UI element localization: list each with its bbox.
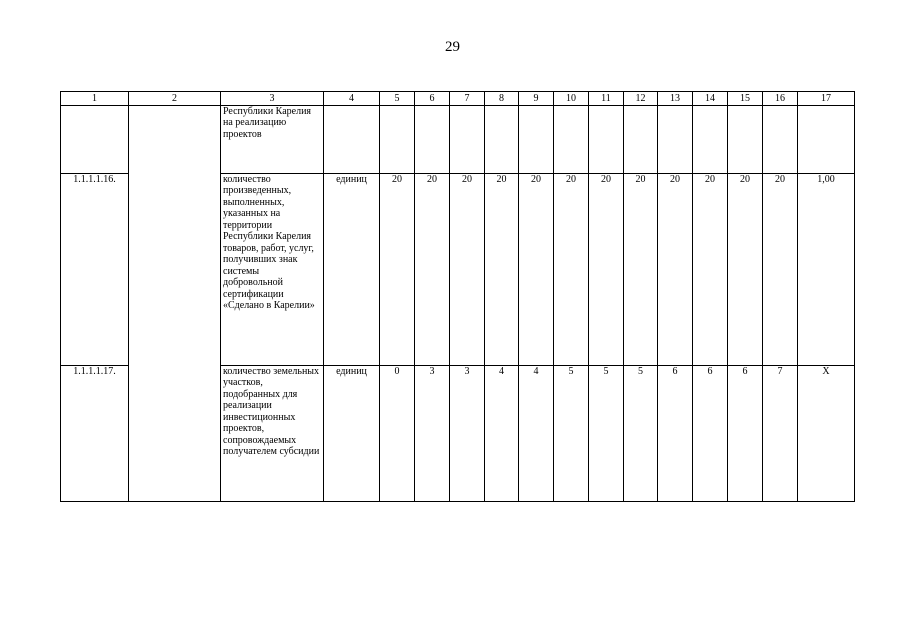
table-cell xyxy=(589,105,624,173)
value-cell: 20 xyxy=(450,173,485,365)
row-code-cell: 1.1.1.1.16. xyxy=(61,173,129,365)
value-cell: 4 xyxy=(485,365,519,501)
value-cell: 6 xyxy=(728,365,763,501)
value-cell: 5 xyxy=(624,365,658,501)
column-header: 14 xyxy=(693,92,728,106)
table-cell xyxy=(61,105,129,173)
value-cell: 20 xyxy=(658,173,693,365)
column-header: 12 xyxy=(624,92,658,106)
unit-cell: единиц xyxy=(324,365,380,501)
value-cell: 20 xyxy=(589,173,624,365)
value-cell: 20 xyxy=(624,173,658,365)
value-cell: 20 xyxy=(763,173,798,365)
column-header: 15 xyxy=(728,92,763,106)
column-header: 3 xyxy=(221,92,324,106)
column-header: 16 xyxy=(763,92,798,106)
value-cell: 20 xyxy=(728,173,763,365)
value-cell: 6 xyxy=(658,365,693,501)
table-cell xyxy=(380,105,415,173)
value-cell: 5 xyxy=(589,365,624,501)
table-cell xyxy=(624,105,658,173)
unit-cell: единиц xyxy=(324,173,380,365)
column-header: 1 xyxy=(61,92,129,106)
value-cell: 20 xyxy=(693,173,728,365)
column-header: 11 xyxy=(589,92,624,106)
column-header: 5 xyxy=(380,92,415,106)
column-header: 13 xyxy=(658,92,693,106)
table-cell xyxy=(129,105,221,501)
table-cell xyxy=(519,105,554,173)
value-cell: 7 xyxy=(763,365,798,501)
total-cell: 1,00 xyxy=(798,173,855,365)
column-header: 4 xyxy=(324,92,380,106)
table-cell xyxy=(728,105,763,173)
row-code-cell: 1.1.1.1.17. xyxy=(61,365,129,501)
column-header: 7 xyxy=(450,92,485,106)
table-cell xyxy=(658,105,693,173)
value-cell: 0 xyxy=(380,365,415,501)
table-cell xyxy=(485,105,519,173)
column-header: 6 xyxy=(415,92,450,106)
value-cell: 6 xyxy=(693,365,728,501)
column-header: 9 xyxy=(519,92,554,106)
value-cell: 20 xyxy=(519,173,554,365)
column-header: 8 xyxy=(485,92,519,106)
total-cell: Х xyxy=(798,365,855,501)
indicator-cell: количество земельных участков, подобранных для реализации инвестиционных проектов, сопровождаемых получателем субсидии xyxy=(221,365,324,501)
table-cell xyxy=(450,105,485,173)
value-cell: 3 xyxy=(450,365,485,501)
table-cell xyxy=(798,105,855,173)
page-number: 29 xyxy=(445,39,460,55)
value-cell: 20 xyxy=(415,173,450,365)
value-cell: 4 xyxy=(519,365,554,501)
value-cell: 5 xyxy=(554,365,589,501)
indicator-cell: Республики Карелия на реализацию проектов xyxy=(221,105,324,173)
value-cell: 20 xyxy=(380,173,415,365)
column-header-row xyxy=(61,92,855,106)
value-cell: 20 xyxy=(485,173,519,365)
column-header: 2 xyxy=(129,92,221,106)
table-cell xyxy=(415,105,450,173)
indicator-cell: количество произведенных, выполненных, указанных на территории Республики Карелия товаров, работ, услуг, получивших знак системы добровольной сертификации «Сделано в Карелии» xyxy=(221,173,324,365)
value-cell: 3 xyxy=(415,365,450,501)
data-table xyxy=(60,91,855,502)
column-header: 10 xyxy=(554,92,589,106)
column-header: 17 xyxy=(798,92,855,106)
table-cell xyxy=(693,105,728,173)
table-cell xyxy=(554,105,589,173)
continuation-row xyxy=(61,105,855,173)
table-cell xyxy=(324,105,380,173)
value-cell: 20 xyxy=(554,173,589,365)
table-cell xyxy=(763,105,798,173)
